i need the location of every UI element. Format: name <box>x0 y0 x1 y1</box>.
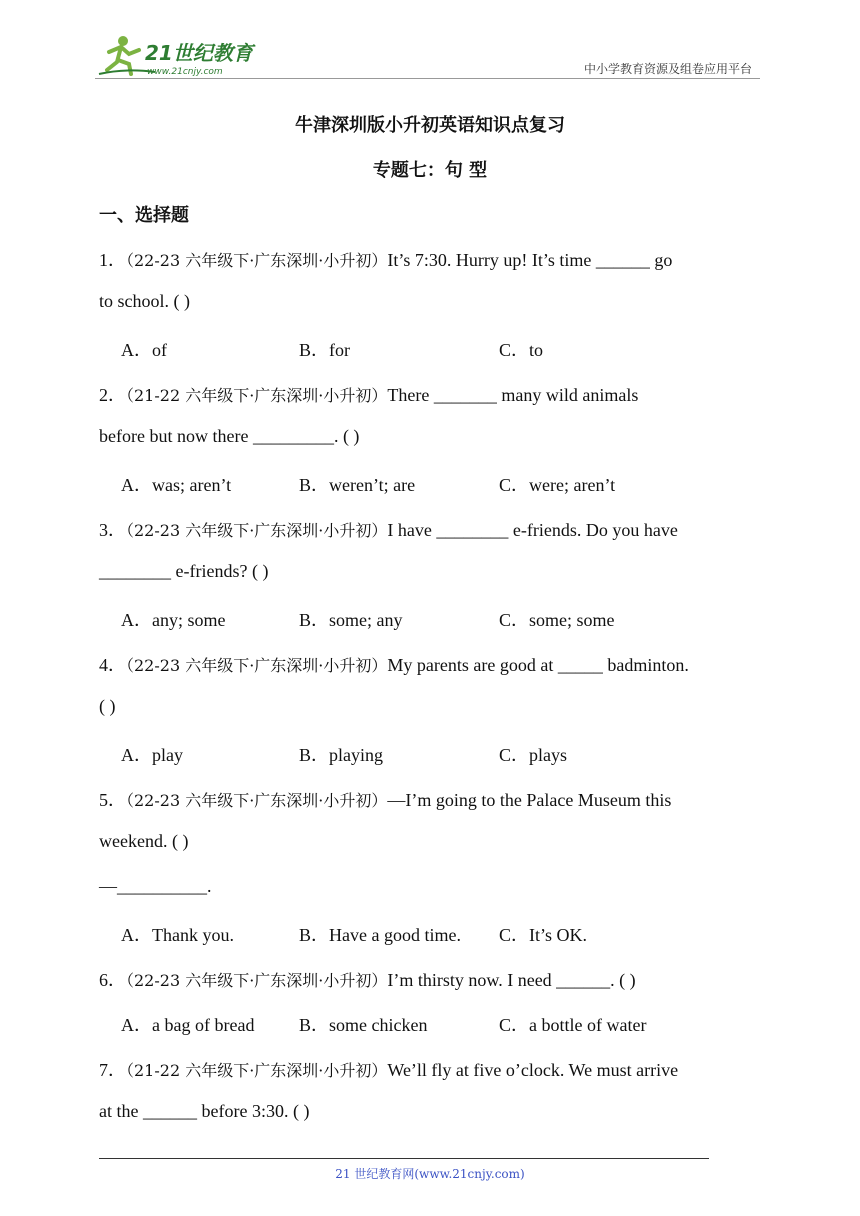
question-source: （22-23 六年级下·广东深圳·小升初） <box>126 791 388 810</box>
option-b[interactable]: B．for <box>299 340 350 360</box>
option-c[interactable]: C．It’s OK. <box>499 925 588 945</box>
page-header <box>95 32 760 80</box>
question-3-cont: ________ e-friends? ( ) <box>99 561 269 581</box>
option-a[interactable]: A．play <box>121 745 183 765</box>
question-1-cont: to school. ( ) <box>99 291 190 311</box>
question-number: 6． <box>99 970 126 990</box>
option-a[interactable]: A．Thank you. <box>121 925 234 945</box>
question-number: 5． <box>99 790 126 810</box>
question-source: （22-23 六年级下·广东深圳·小升初） <box>126 251 388 270</box>
question-2-cont: before but now there _________. ( ) <box>99 426 360 446</box>
option-a[interactable]: A．was; aren’t <box>121 475 232 495</box>
document-title: 牛津深圳版小升初英语知识点复习 <box>295 115 565 136</box>
option-c[interactable]: C．a bottle of water <box>499 1015 647 1035</box>
question-2 <box>99 381 769 407</box>
question-text: I have ________ e-friends. Do you have <box>387 520 678 540</box>
question-source: （22-23 六年级下·广东深圳·小升初） <box>126 521 388 540</box>
option-b[interactable]: B．playing <box>299 745 383 765</box>
question-number: 4． <box>99 655 126 675</box>
option-b[interactable]: B．some chicken <box>299 1015 428 1035</box>
question-6 <box>99 966 769 992</box>
question-text: —I’m going to the Palace Museum this <box>387 790 672 810</box>
option-b[interactable]: B．Have a good time. <box>299 925 461 945</box>
option-a[interactable]: A．a bag of bread <box>121 1015 255 1035</box>
question-source: （21-22 六年级下·广东深圳·小升初） <box>126 386 388 405</box>
option-b[interactable]: B．weren’t; are <box>299 475 416 495</box>
question-1 <box>99 246 769 272</box>
question-number: 2． <box>99 385 126 405</box>
question-text: It’s 7:30. Hurry up! It’s time ______ go <box>387 250 673 270</box>
question-5 <box>99 786 769 812</box>
question-7-cont: at the ______ before 3:30. ( ) <box>99 1101 310 1121</box>
question-5-cont: weekend. ( ) <box>99 831 189 851</box>
platform-name: 中小学教育资源及组卷应用平台 <box>583 62 752 76</box>
option-b[interactable]: B．some; any <box>299 610 403 630</box>
question-7 <box>99 1056 769 1082</box>
question-number: 3． <box>99 520 126 540</box>
question-source: （22-23 六年级下·广东深圳·小升初） <box>126 971 388 990</box>
option-c[interactable]: C．some; some <box>499 610 615 630</box>
question-text: We’ll fly at five o’clock. We must arrive <box>387 1060 679 1080</box>
question-3 <box>99 516 769 542</box>
question-5-answer-line: —__________. <box>99 876 212 896</box>
question-source: （21-22 六年级下·广东深圳·小升初） <box>126 1061 388 1080</box>
question-number: 7． <box>99 1060 126 1080</box>
question-4 <box>99 651 769 677</box>
option-c[interactable]: C．plays <box>499 745 568 765</box>
document-subtitle: 专题七：句 型 <box>372 160 488 181</box>
footer-link[interactable]: 21 世纪教育网(www.21cnjy.com) <box>335 1167 525 1181</box>
question-text: There _______ many wild animals <box>387 385 639 405</box>
logo-icon <box>95 32 265 78</box>
footer-divider <box>99 1158 709 1159</box>
question-source: （22-23 六年级下·广东深圳·小升初） <box>126 656 388 675</box>
question-text: My parents are good at _____ badminton. <box>387 655 689 675</box>
section-heading: 一、选择题 <box>99 205 189 226</box>
question-number: 1． <box>99 250 126 270</box>
option-a[interactable]: A．of <box>121 340 167 360</box>
logo-text: 21世纪教育 <box>145 41 253 65</box>
option-c[interactable]: C．to <box>499 340 544 360</box>
option-a[interactable]: A．any; some <box>121 610 226 630</box>
question-4-cont: ( ) <box>99 696 116 716</box>
option-c[interactable]: C．were; aren’t <box>499 475 616 495</box>
logo-sub: www.21cnjy.com <box>147 67 223 77</box>
question-text: I’m thirsty now. I need ______. ( ) <box>387 970 636 990</box>
header-divider <box>95 78 760 79</box>
